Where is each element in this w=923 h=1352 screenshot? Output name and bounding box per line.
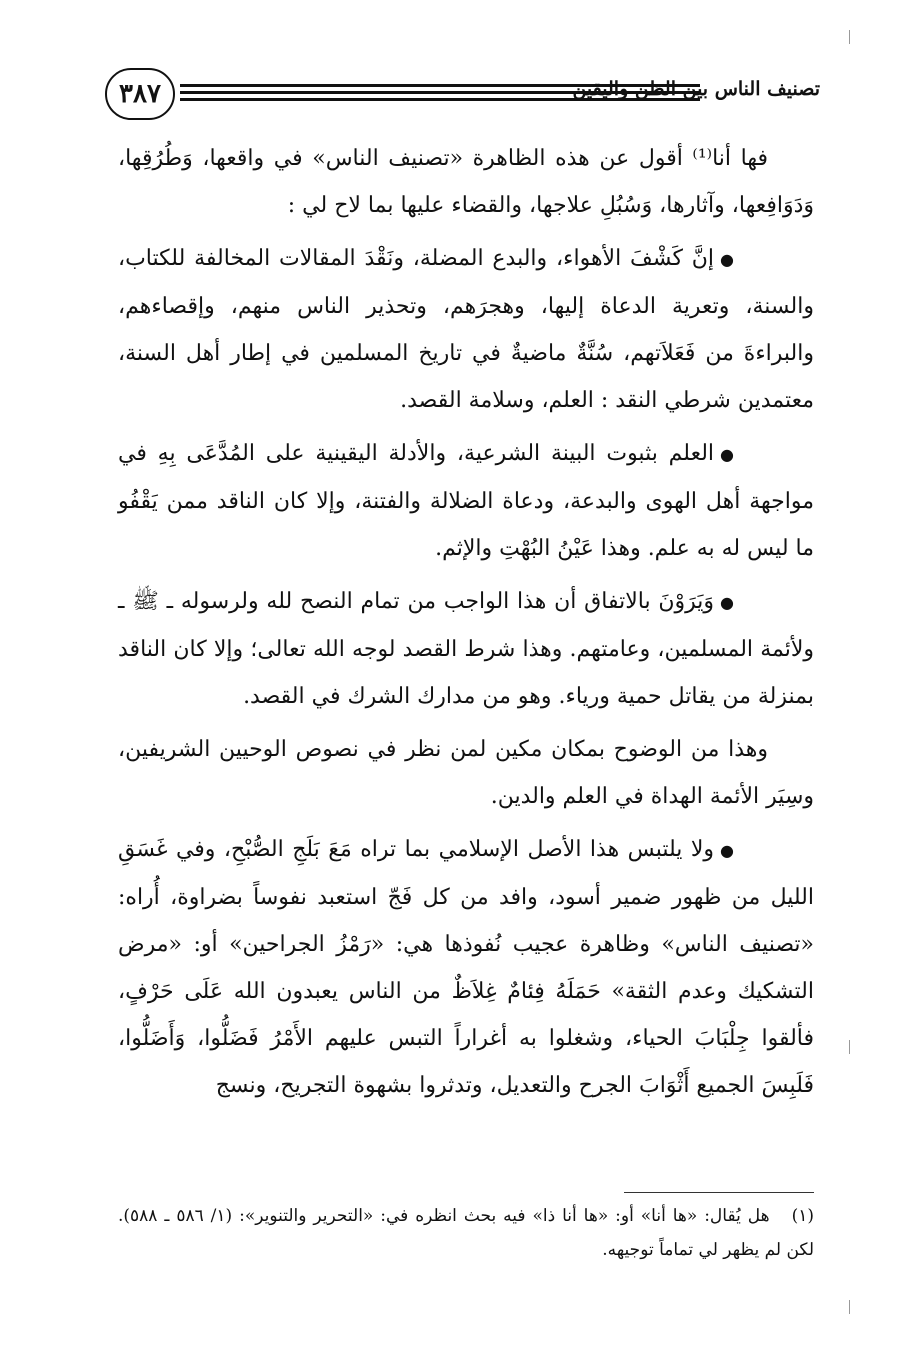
- paragraph-text: وَيَرَوْنَ بالاتفاق أن هذا الواجب من تمام النصح لله ولرسوله ـ ﷺ ـ ولأئمة المسلمين، وعامتهم. وهذا شرط القصد لوجه الله تعالى؛ وإلا كان الناقد بمنزلة من يقاتل حمية ورياء. وهو من مدارك الشرك في القصد.: [118, 589, 814, 709]
- footnote-marker: (١): [791, 1206, 814, 1226]
- bullet-icon: ●: [720, 250, 734, 269]
- page-header: [105, 68, 820, 126]
- paragraph: [118, 826, 814, 1109]
- footnote-area: [118, 1192, 814, 1267]
- scan-margin-mark: [849, 1040, 850, 1054]
- bullet-icon: ●: [720, 593, 734, 612]
- running-title: تصنيف الناس بين الظن واليقين: [572, 78, 820, 100]
- footnote-separator: [624, 1192, 814, 1193]
- paragraph-text: ولا يلتبس هذا الأصل الإسلامي بما تراه مَعَ بَلَجِ الصُّبْحِ، وفي غَسَقِ الليل من ظهور ضمير أسود، وافد من كل فَجّ استعبد نفوساً بضراوة، أُراه: «تصنيف الناس» وظاهرة عجيب نُفوذها هي: «رَمْزُ الجراحين» أو: «مرض التشكيك وعدم الثقة» حَمَلَهُ فِئامٌ غِلاَظٌ من الناس يعبدون الله عَلَى حَرْفٍ، فألقوا جِلْبَابَ الحياء، وشغلوا به أغراراً التبس عليهم الأَمْرُ فَضَلُّوا، وَأَضَلُّوا، فَلَبِسَ الجميع أَثْوَابَ الجرح والتعديل، وتدثروا بشهوة التجريح، ونسج: [118, 837, 814, 1098]
- bullet-icon: ●: [720, 841, 734, 860]
- footnote: [118, 1199, 814, 1267]
- bullet-icon: ●: [720, 445, 734, 464]
- paragraph: [118, 135, 814, 229]
- paragraph-text: وهذا من الوضوح بمكان مكين لمن نظر في نصوص الوحيين الشريفين، وسِيَر الأئمة الهداة في العلم والدين.: [118, 737, 814, 809]
- paragraph-text: فها أنا⁽¹⁾ أقول عن هذه الظاهرة «تصنيف الناس» في واقعها، وَطُرُقِها، وَدَوَافِعها، وآثارها، وَسُبُلِ علاجها، والقضاء عليها بما لاح لي :: [118, 146, 814, 218]
- paragraph: [118, 430, 814, 572]
- footnote-text: هل يُقال: «ها أنا» أو: «ها أنا ذا» فيه بحث انظره في: «التحرير والتنوير»: (١/ ٥٨٦ ـ ٥٨٨). لكن لم يظهر لي تماماً توجيهه.: [118, 1206, 814, 1260]
- scan-margin-mark: [849, 1300, 850, 1314]
- paragraph-text: العلم بثبوت البينة الشرعية، والأدلة اليقينية على المُدَّعَى بِهِ في مواجهة أهل الهوى والبدعة، ودعاة الضلالة والفتنة، وإلا كان الناقد ممن يَقْفُو ما ليس له به علم. وهذا عَيْنُ البُهْتِ والإثم.: [118, 441, 814, 561]
- paragraph: [118, 726, 814, 820]
- page-number: ٣٨٧: [119, 79, 161, 109]
- paragraph: [118, 578, 814, 720]
- page-number-frame: [105, 68, 175, 120]
- main-text: [118, 135, 814, 1115]
- paragraph: [118, 235, 814, 424]
- paragraph-text: إنَّ كَشْفَ الأهواء، والبدع المضلة، ونَقْدَ المقالات المخالفة للكتاب، والسنة، وتعرية الدعاة إليها، وهجرَهم، وتحذير الناس منهم، وإقصاءهم، والبراءةَ من فَعَلاَتهم، سُنَّةٌ ماضيةٌ في تاريخ المسلمين في إطار أهل السنة، معتمدين شرطي النقد : العلم، وسلامة القصد.: [118, 246, 814, 413]
- scan-margin-mark: [849, 30, 850, 44]
